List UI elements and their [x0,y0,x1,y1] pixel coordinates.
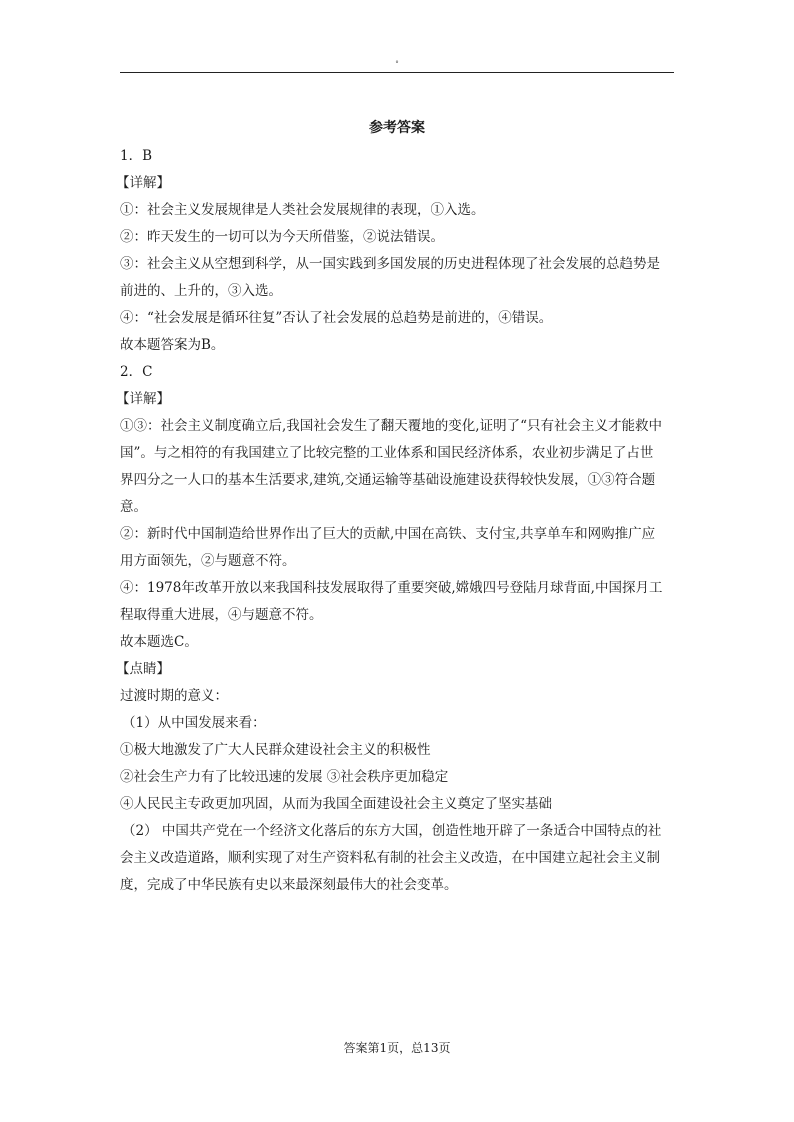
page-title: 参考答案 [369,120,425,136]
answer-line: 程取得重大进展，④与题意不符。 [120,607,323,623]
page-footer: 答案第1页，总13页 [343,1041,451,1055]
section-heading-tip: 【点睛】 [116,661,170,677]
tip-line: 度，完成了中华民族有史以来最深刻最伟大的社会变革。 [120,877,458,893]
tip-line: ①极大地激发了广大人民群众建设社会主义的积极性 [120,742,431,758]
answer-line: ④：“社会发展是循环往复”否认了社会发展的总趋势是前进的，④错误。 [120,310,553,326]
answer-line: 界四分之一人口的基本生活要求,建筑,交通运输等基础设施建设获得较快发展，①③符合题 [120,472,656,488]
answer-line: 意。 [120,499,147,515]
tip-line: （2） 中国共产党在一个经济文化落后的东方大国，创造性地开辟了一条适合中国特点的社 [122,823,662,839]
answer-line: ②：昨天发生的一切可以为今天所借鉴，②说法错误。 [120,229,444,245]
tip-line: 会主义改造道路，顺利实现了对生产资料私有制的社会主义改造，在中国建立起社会主义制 [120,850,660,866]
tip-line: （1）从中国发展来看： [122,715,266,731]
section-heading-detail: 【详解】 [116,391,170,407]
answer-line: ②：新时代中国制造给世界作出了巨大的贡献,中国在高铁、支付宝,共享单车和网购推广应 [120,526,656,542]
answer-line: ①：社会主义发展规律是人类社会发展规律的表现，①入选。 [120,202,485,218]
tip-line: 过渡时期的意义： [120,688,228,704]
answer-line: 国”。与之相符的有我国建立了比较完整的工业体系和国民经济体系，农业初步满足了占世 [120,445,654,461]
answer-line: ③：社会主义从空想到科学，从一国实践到多国发展的历史进程体现了社会发展的总趋势是 [120,256,660,272]
header-rule [120,72,674,73]
answer-line: 用方面领先，②与题意不符。 [120,553,296,569]
answer-conclusion: 故本题答案为B。 [120,337,225,353]
question-number: 2．C [120,364,153,380]
answer-line: ④：1978年改革开放以来我国科技发展取得了重要突破,嫦娥四号登陆月球背面,中国探月工 [120,580,663,596]
question-number: 1．B [120,148,153,164]
answer-body [116,143,674,899]
answer-line: ①③：社会主义制度确立后,我国社会发生了翻天覆地的变化,证明了“只有社会主义才能救中 [120,418,662,434]
answer-conclusion: 故本题选C。 [120,634,198,650]
tip-line: ②社会生产力有了比较迅速的发展 ③社会秩序更加稳定 [120,769,449,785]
answer-line: 前进的、上升的，③入选。 [120,283,282,299]
tip-line: ④人民民主专政更加巩固，从而为我国全面建设社会主义奠定了坚实基础 [120,796,552,812]
section-heading-detail: 【详解】 [116,175,170,191]
header-mark: ° [395,60,399,68]
